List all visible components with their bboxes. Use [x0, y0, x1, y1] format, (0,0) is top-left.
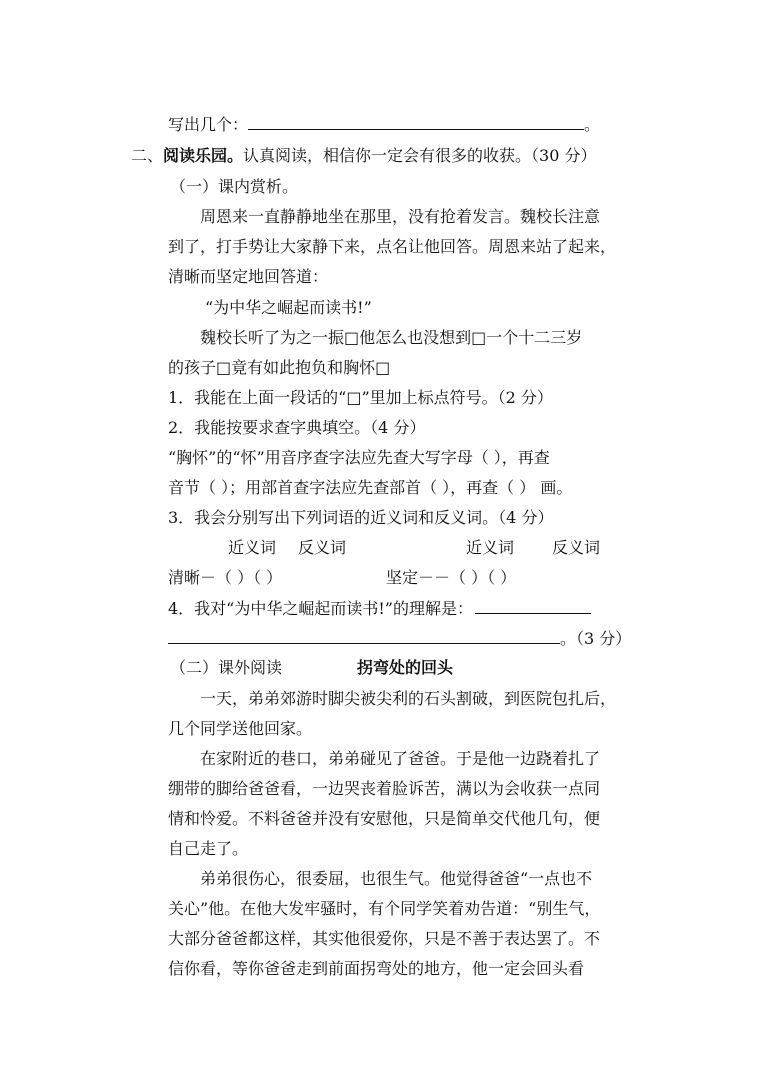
question-2-line-2: 音节（ ）；用部首查字法应先查部首（ ），再查（ ） 画。 [168, 478, 573, 497]
q3-word-2: 坚定－－（ ）（ ） [386, 568, 517, 587]
question-4-text: 4．我对“为中华之崛起而读书!”的理解是： [168, 599, 473, 618]
section-desc: 认真阅读，相信你一定会有很多的收获。（30 分） [243, 146, 597, 165]
story-line: 绷带的脚给爸爸看，一边哭丧着脸诉苦，满以为会收获一点同 [168, 779, 601, 798]
section-heading [131, 145, 596, 167]
part2-label: （二）课外阅读 [170, 658, 283, 677]
question-4 [168, 597, 591, 620]
top-end: 。 [584, 115, 601, 134]
story-line: 几个同学送他回家。 [168, 719, 313, 738]
answer-blank[interactable] [168, 627, 560, 644]
q3-header-antonym: 反义词 [552, 538, 601, 557]
story-line: 弟弟很伤心，很委屈，也很生气。他觉得爸爸“一点也不 [200, 869, 593, 888]
q3-header-antonym: 反义词 [298, 538, 347, 557]
story-line: 在家附近的巷口，弟弟碰见了爸爸。于是他一边跷着扎了 [200, 749, 601, 768]
passage-line: 清晰而坚定地回答道： [168, 267, 329, 286]
section-number: 二、 [131, 146, 164, 165]
q3-header-synonym: 近义词 [228, 538, 277, 557]
question-2-line-1: “胸怀”的“怀”用音序查字法应先查大写字母（ ），再查 [168, 448, 550, 467]
question-4-cont [168, 627, 631, 650]
passage-line: 周恩来一直静静地坐在那里，没有抢着发言。魏校长注意 [200, 207, 601, 226]
q3-header-synonym: 近义词 [466, 538, 515, 557]
passage-quote: “为中华之崛起而读书!” [205, 298, 372, 317]
story-line: 大部分爸爸都这样，其实他很爱你，只是不善于表达罢了。不 [168, 929, 601, 948]
top-prompt: 写出几个： [168, 115, 249, 134]
story-line: 信你看，等你爸爸走到前面拐弯处的地方，他一定会回头看 [168, 959, 585, 978]
question-4-end: 。（3 分） [560, 629, 632, 648]
question-3: 3．我会分别写出下列词语的近义词和反义词。（4 分） [168, 508, 554, 527]
story-line: 情和怜爱。不料爸爸并没有安慰他，只是简单交代他几句，便 [168, 809, 601, 828]
part1-label: （一）课内赏析。 [170, 177, 299, 196]
question-1: 1．我能在上面一段话的“□”里加上标点符号。（2 分） [168, 388, 553, 407]
story-line: 关心”他。在他大发牢骚时，有个同学笑着劝告道：“别生气， [168, 899, 601, 918]
passage-line: 魏校长听了为之一振□他怎么也没想到□一个十二三岁 [200, 328, 583, 347]
q3-word-1: 清晰－（ ）（ ） [168, 568, 283, 587]
section-title: 阅读乐园。 [163, 146, 244, 165]
passage-line: 的孩子□竟有如此抱负和胸怀□ [168, 358, 391, 377]
answer-blank[interactable] [510, 113, 584, 130]
top-fill-line [168, 113, 600, 136]
story-line: 一天，弟弟郊游时脚尖被尖利的石头割破，到医院包扎后， [200, 689, 617, 708]
answer-blank[interactable] [248, 113, 510, 130]
story-title: 拐弯处的回头 [357, 658, 454, 677]
question-2: 2．我能按要求查字典填空。（4 分） [168, 418, 426, 437]
story-line: 自己走了。 [168, 839, 249, 858]
answer-blank[interactable] [475, 597, 591, 614]
passage-line: 到了，打手势让大家静下来，点名让他回答。周恩来站了起来， [168, 237, 617, 256]
